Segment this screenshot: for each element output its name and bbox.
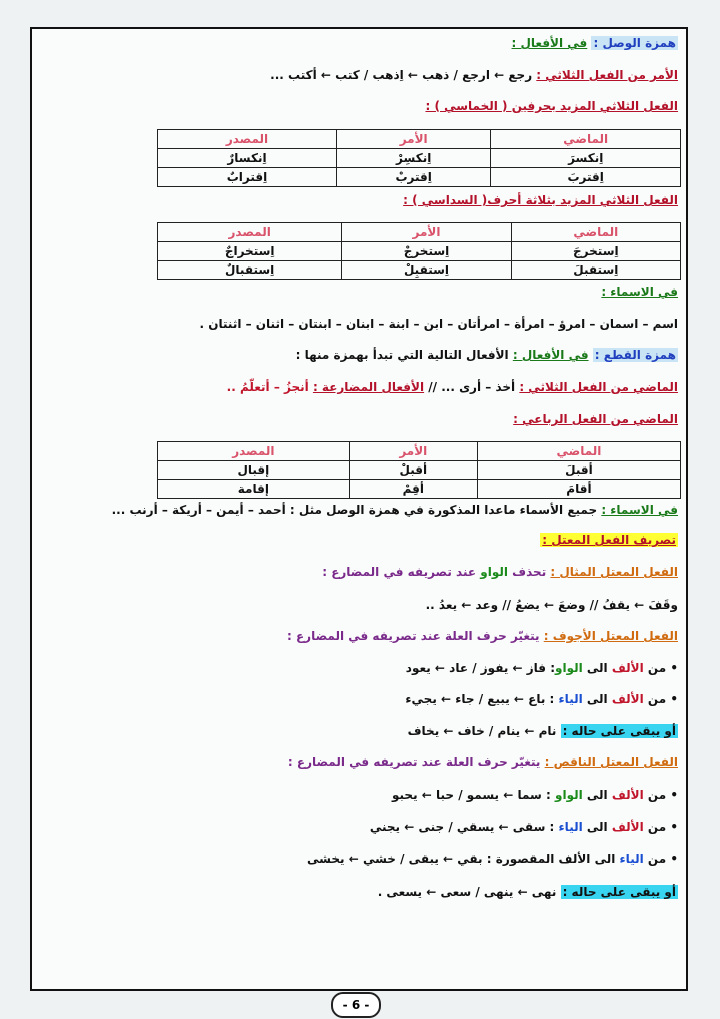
list-item: • من الياء الى الألف المقصورة : بقي ← يبقى / خشي ← يخشى bbox=[307, 852, 678, 866]
line-mithal-examples: وقَفَ ← يقفُ // وضعَ ← يضعُ // وعد ← يعدُ .. bbox=[425, 598, 678, 612]
page-number: - 6 - bbox=[331, 992, 381, 1018]
table-rubai: الماضي الأمر المصدر أقبلَ أقبلْ إقبال أقامَ أقِمْ إقامة bbox=[157, 441, 681, 499]
document-page bbox=[40, 32, 678, 982]
line-naqis: الفعل المعتل الناقص : يتغيّر حرف العلة عند تصريفه في المضارع : bbox=[287, 755, 678, 769]
heading-hamzat-wasl: همزة الوصل : bbox=[593, 36, 676, 50]
list-item: • من الألف الى الواو : سما ← يسمو / حبا ← يحبو bbox=[392, 788, 678, 802]
table-khumasi: الماضي الأمر المصدر اِنكسرَ اِنكسِرْ اِنكسارٌ اِقتربَ اِقتربْ اِقترابٌ bbox=[157, 129, 681, 187]
line-hamzat-wasl bbox=[40, 36, 678, 50]
line-ajwaf-unchanged: أو يبقى على حاله : نام ← ينام / خاف ← يخاف bbox=[407, 724, 676, 738]
line-amr: الأمر من الفعل الثلاثي : رجع ← ارجع / ذهب ← اِذهب / كتب ← أكتب ... bbox=[270, 68, 678, 82]
line-hamzat-qat: همزة القطع : في الأفعال : الأفعال التالية التي تبدأ بهمزة منها : bbox=[295, 348, 676, 362]
line-khumasi: الفعل الثلاثي المزيد بحرفين ( الخماسي ) : bbox=[425, 99, 678, 113]
line-past-rubai: الماضي من الفعل الرباعي : bbox=[513, 412, 678, 426]
table-sudasi: الماضي الأمر المصدر اِستخرجَ اِستخرجْ اِستخراجٌ اِستقبلَ اِستقبِلْ اِستقبالٌ bbox=[157, 222, 681, 280]
line-past-thulathi: الماضي من الفعل الثلاثي : أخذ – أرى ... // الأفعال المضارعة : أنجزُ – أتعلّمُ .. bbox=[226, 380, 678, 394]
line-names-qat: في الاسماء : جميع الأسماء ماعدا المذكورة في همزة الوصل مثل : أحمد – أيمن – أريكة – أرنب ... bbox=[111, 503, 678, 517]
table-row: اِنكسرَ اِنكسِرْ اِنكسارٌ bbox=[158, 149, 681, 168]
line-naqis-unchanged: أو يبقى على حاله : نهى ← ينهى / سعى ← يسعى . bbox=[377, 885, 676, 899]
line-mithal: الفعل المعتل المثال : تحذف الواو عند تصريفه في المضارع : bbox=[322, 565, 678, 579]
table-row: اِستخرجَ اِستخرجْ اِستخراجٌ bbox=[158, 242, 681, 261]
table-row: أقبلَ أقبلْ إقبال bbox=[158, 461, 681, 480]
list-item: • من الألف الى الواو: فاز ← يفوز / عاد ← يعود bbox=[405, 661, 678, 675]
line-names-list: اسم – اسمان – امرؤ – امرأة – امرأتان – ابن – ابنة – ابنان – ابنتان – اثنان – اثنتان . bbox=[199, 317, 678, 331]
line-names-wasl: في الاسماء : bbox=[601, 285, 678, 299]
list-item: • من الألف الى الياء : سقى ← يسقي / جنى ← يجني bbox=[369, 820, 678, 834]
table-row: اِستقبلَ اِستقبِلْ اِستقبالٌ bbox=[158, 261, 681, 280]
subheading-verbs: في الأفعال : bbox=[511, 36, 588, 50]
line-ajwaf: الفعل المعتل الأجوف : يتغيّر حرف العلة عند تصريفه في المضارع : bbox=[286, 629, 678, 643]
table-row: اِقتربَ اِقتربْ اِقترابٌ bbox=[158, 168, 681, 187]
line-tasrif: تصريف الفعل المعتل : bbox=[542, 533, 676, 547]
list-item: • من الألف الى الياء : باع ← يبيع / جاء ← يجيء bbox=[405, 692, 678, 706]
line-sudasi: الفعل الثلاثي المزيد بثلاثة أحرف( السداسي ) : bbox=[403, 193, 678, 207]
table-row: أقامَ أقِمْ إقامة bbox=[158, 480, 681, 499]
